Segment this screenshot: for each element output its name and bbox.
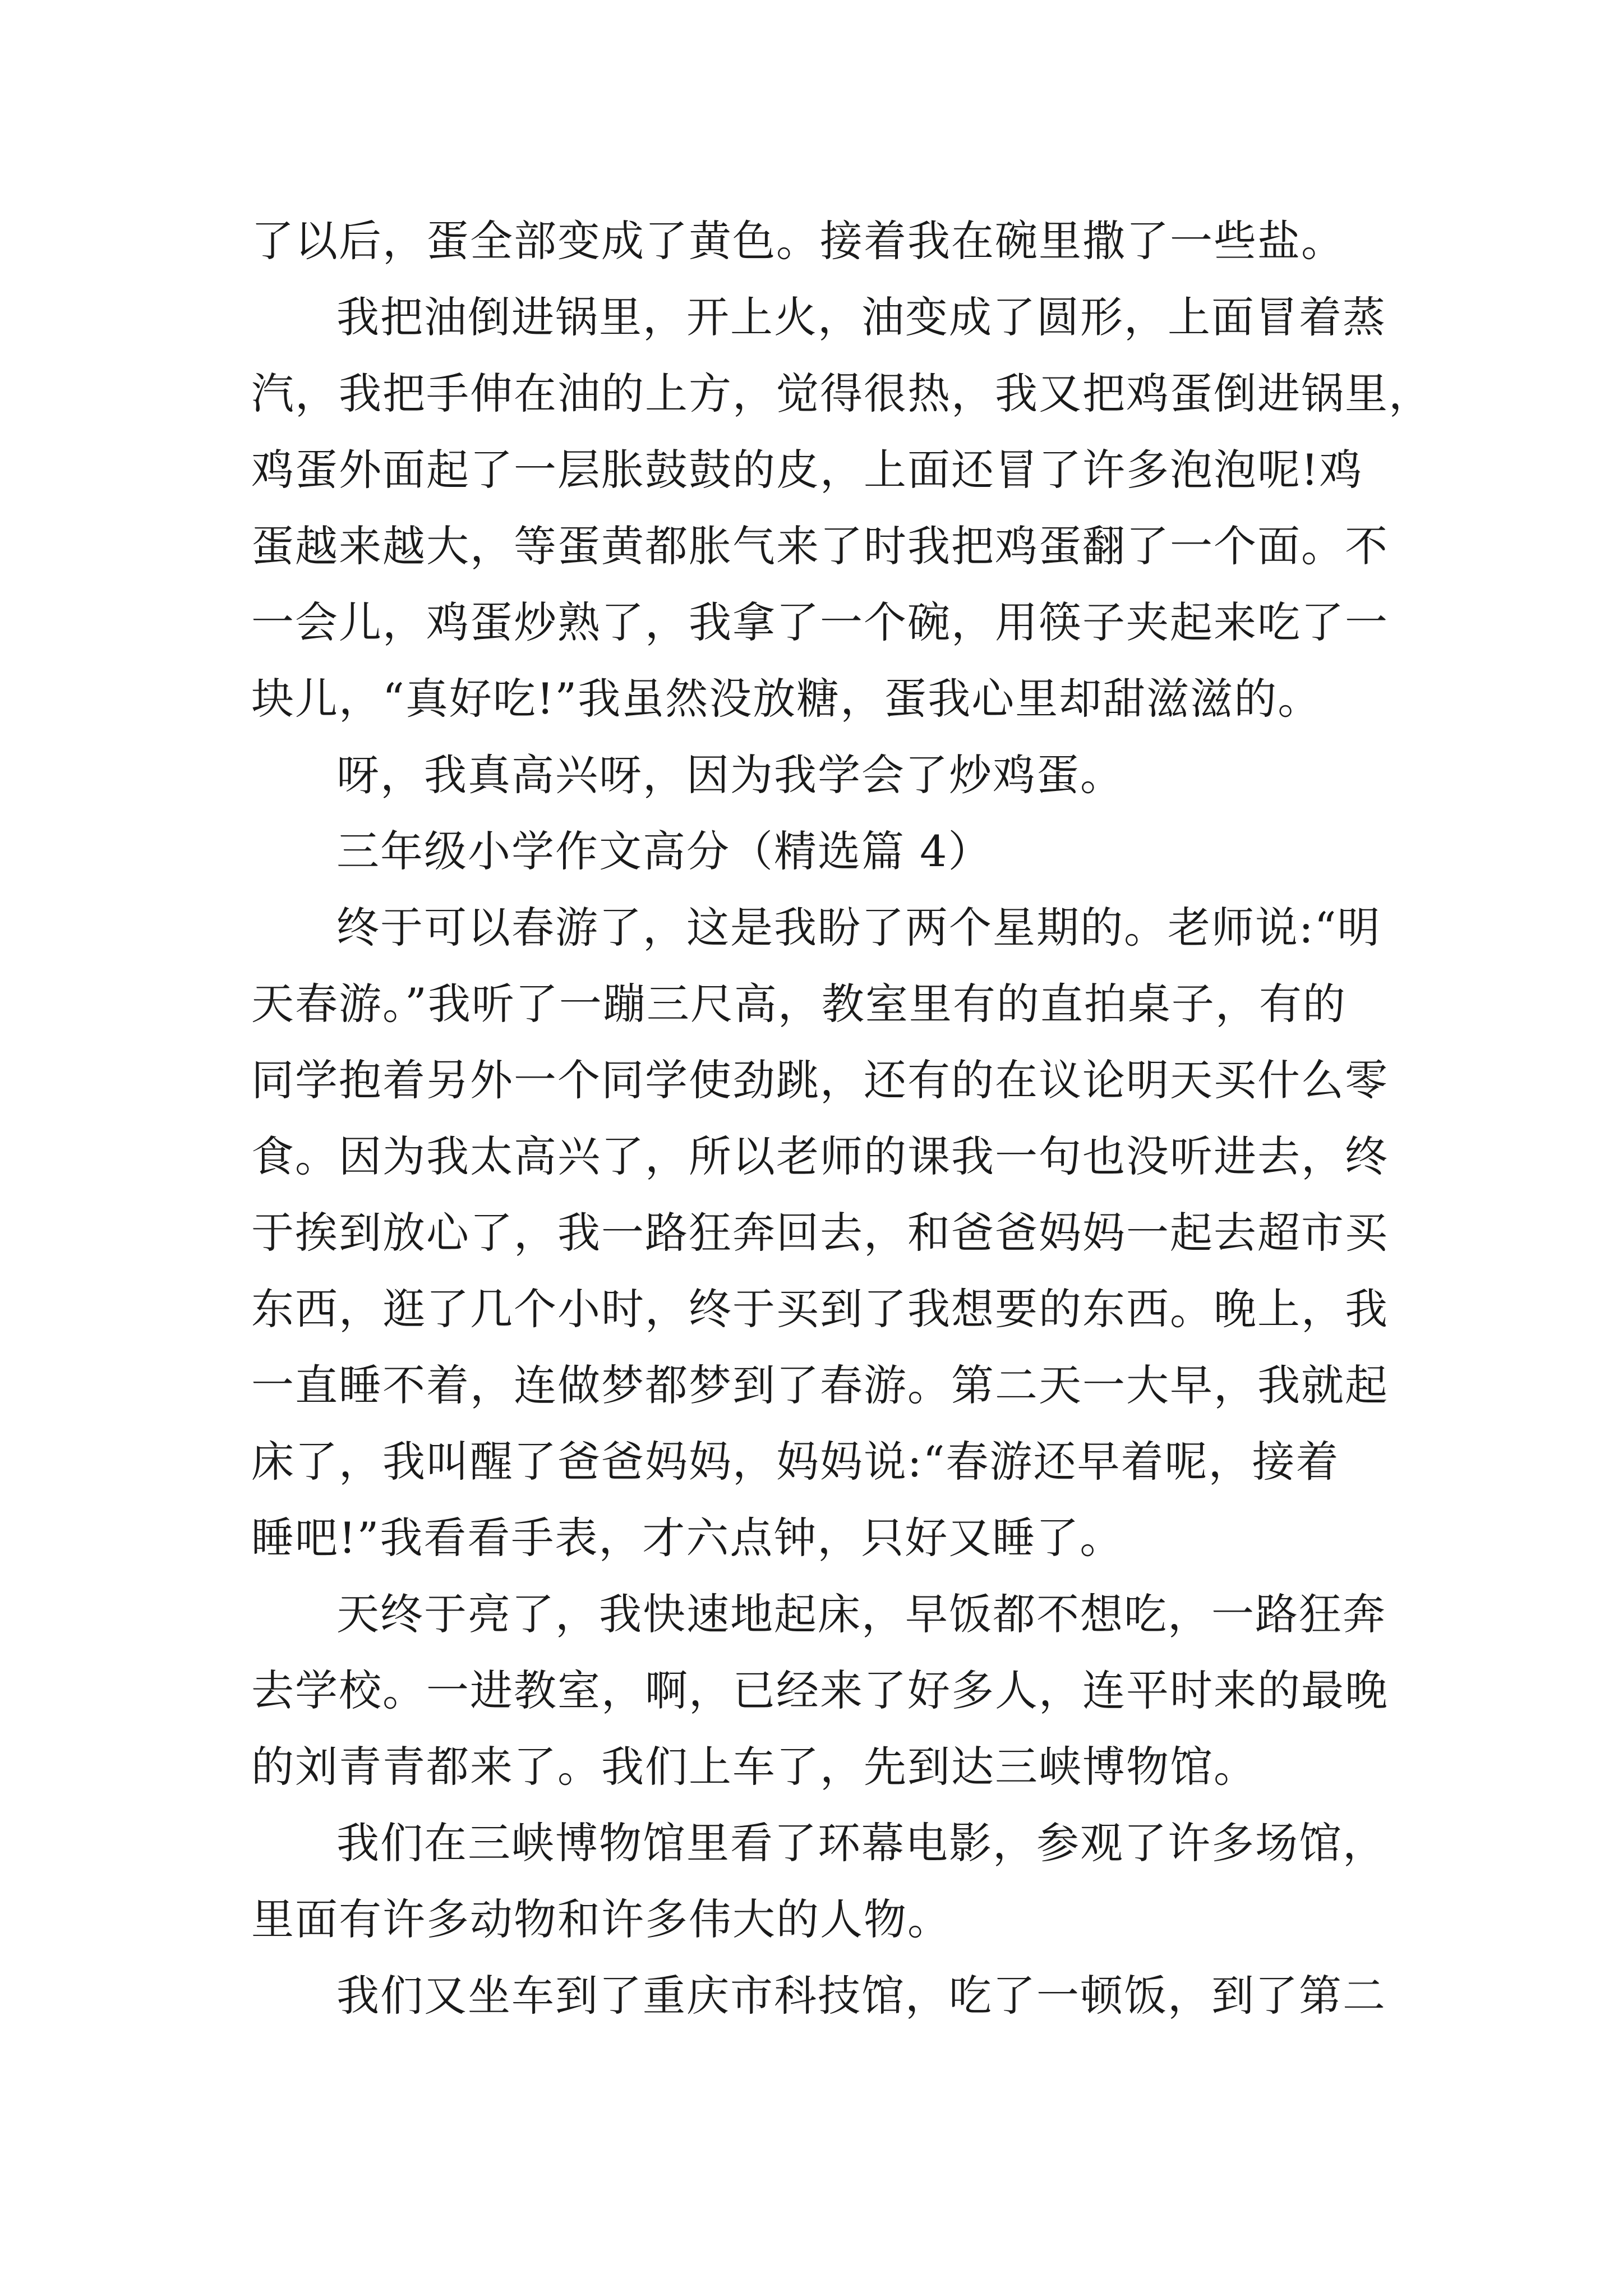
text-line: 蛋越来越大，等蛋黄都胀气来了时我把鸡蛋翻了一个面。不: [251, 521, 1389, 571]
text-line: 东西，逛了几个小时，终于买到了我想要的东西。晚上，我: [251, 1284, 1389, 1334]
text-line: 睡吧!”我看看手表，才六点钟，只好又睡了。: [251, 1513, 1124, 1563]
text-line: 同学抱着另外一个同学使劲跳，还有的在议论明天买什么零: [251, 1055, 1389, 1105]
text-line: 我们又坐车到了重庆市科技馆，吃了一顿饭，到了第二: [336, 1971, 1386, 2021]
text-line: 一直睡不着，连做梦都梦到了春游。第二天一大早，我就起: [251, 1360, 1389, 1410]
text-line: 汽，我把手伸在油的上方，觉得很热，我又把鸡蛋倒进锅里，: [251, 369, 1432, 418]
text-line: 床了，我叫醒了爸爸妈妈，妈妈说:“春游还早着呢，接着: [251, 1437, 1340, 1487]
text-line: 三年级小学作文高分（精选篇 4）: [336, 826, 992, 876]
text-line: 一会儿，鸡蛋炒熟了，我拿了一个碗，用筷子夹起来吃了一: [251, 597, 1389, 647]
text-line: 我把油倒进锅里，开上火，油变成了圆形，上面冒着蒸: [336, 292, 1386, 342]
text-line: 里面有许多动物和许多伟大的人物。: [251, 1894, 951, 1944]
text-line: 我们在三峡博物馆里看了环幕电影，参观了许多场馆，: [336, 1818, 1386, 1868]
text-line: 于挨到放心了，我一路狂奔回去，和爸爸妈妈一起去超市买: [251, 1208, 1389, 1258]
text-line: 去学校。一进教室，啊，已经来了好多人，连平时来的最晚: [251, 1665, 1389, 1715]
text-line: 天终于亮了，我快速地起床，早饭都不想吃，一路狂奔: [336, 1589, 1386, 1639]
text-line: 食。因为我太高兴了，所以老师的课我一句也没听进去，终: [251, 1131, 1389, 1181]
text-line: 了以后，蛋全部变成了黄色。接着我在碗里撒了一些盐。: [251, 216, 1345, 266]
text-line: 呀，我真高兴呀，因为我学会了炒鸡蛋。: [336, 750, 1124, 800]
text-line: 终于可以春游了，这是我盼了两个星期的。老师说:“明: [336, 903, 1381, 953]
document-page: [251, 203, 1432, 2034]
text-line: 的刘青青都来了。我们上车了，先到达三峡博物馆。: [251, 1742, 1257, 1792]
text-line: 天春游。”我听了一蹦三尺高，教室里有的直拍桌子，有的: [251, 979, 1347, 1029]
text-line: 鸡蛋外面起了一层胀鼓鼓的皮，上面还冒了许多泡泡呢!鸡: [251, 445, 1363, 495]
text-line: 块儿，“真好吃!”我虽然没放糖，蛋我心里却甜滋滋的。: [251, 674, 1322, 724]
